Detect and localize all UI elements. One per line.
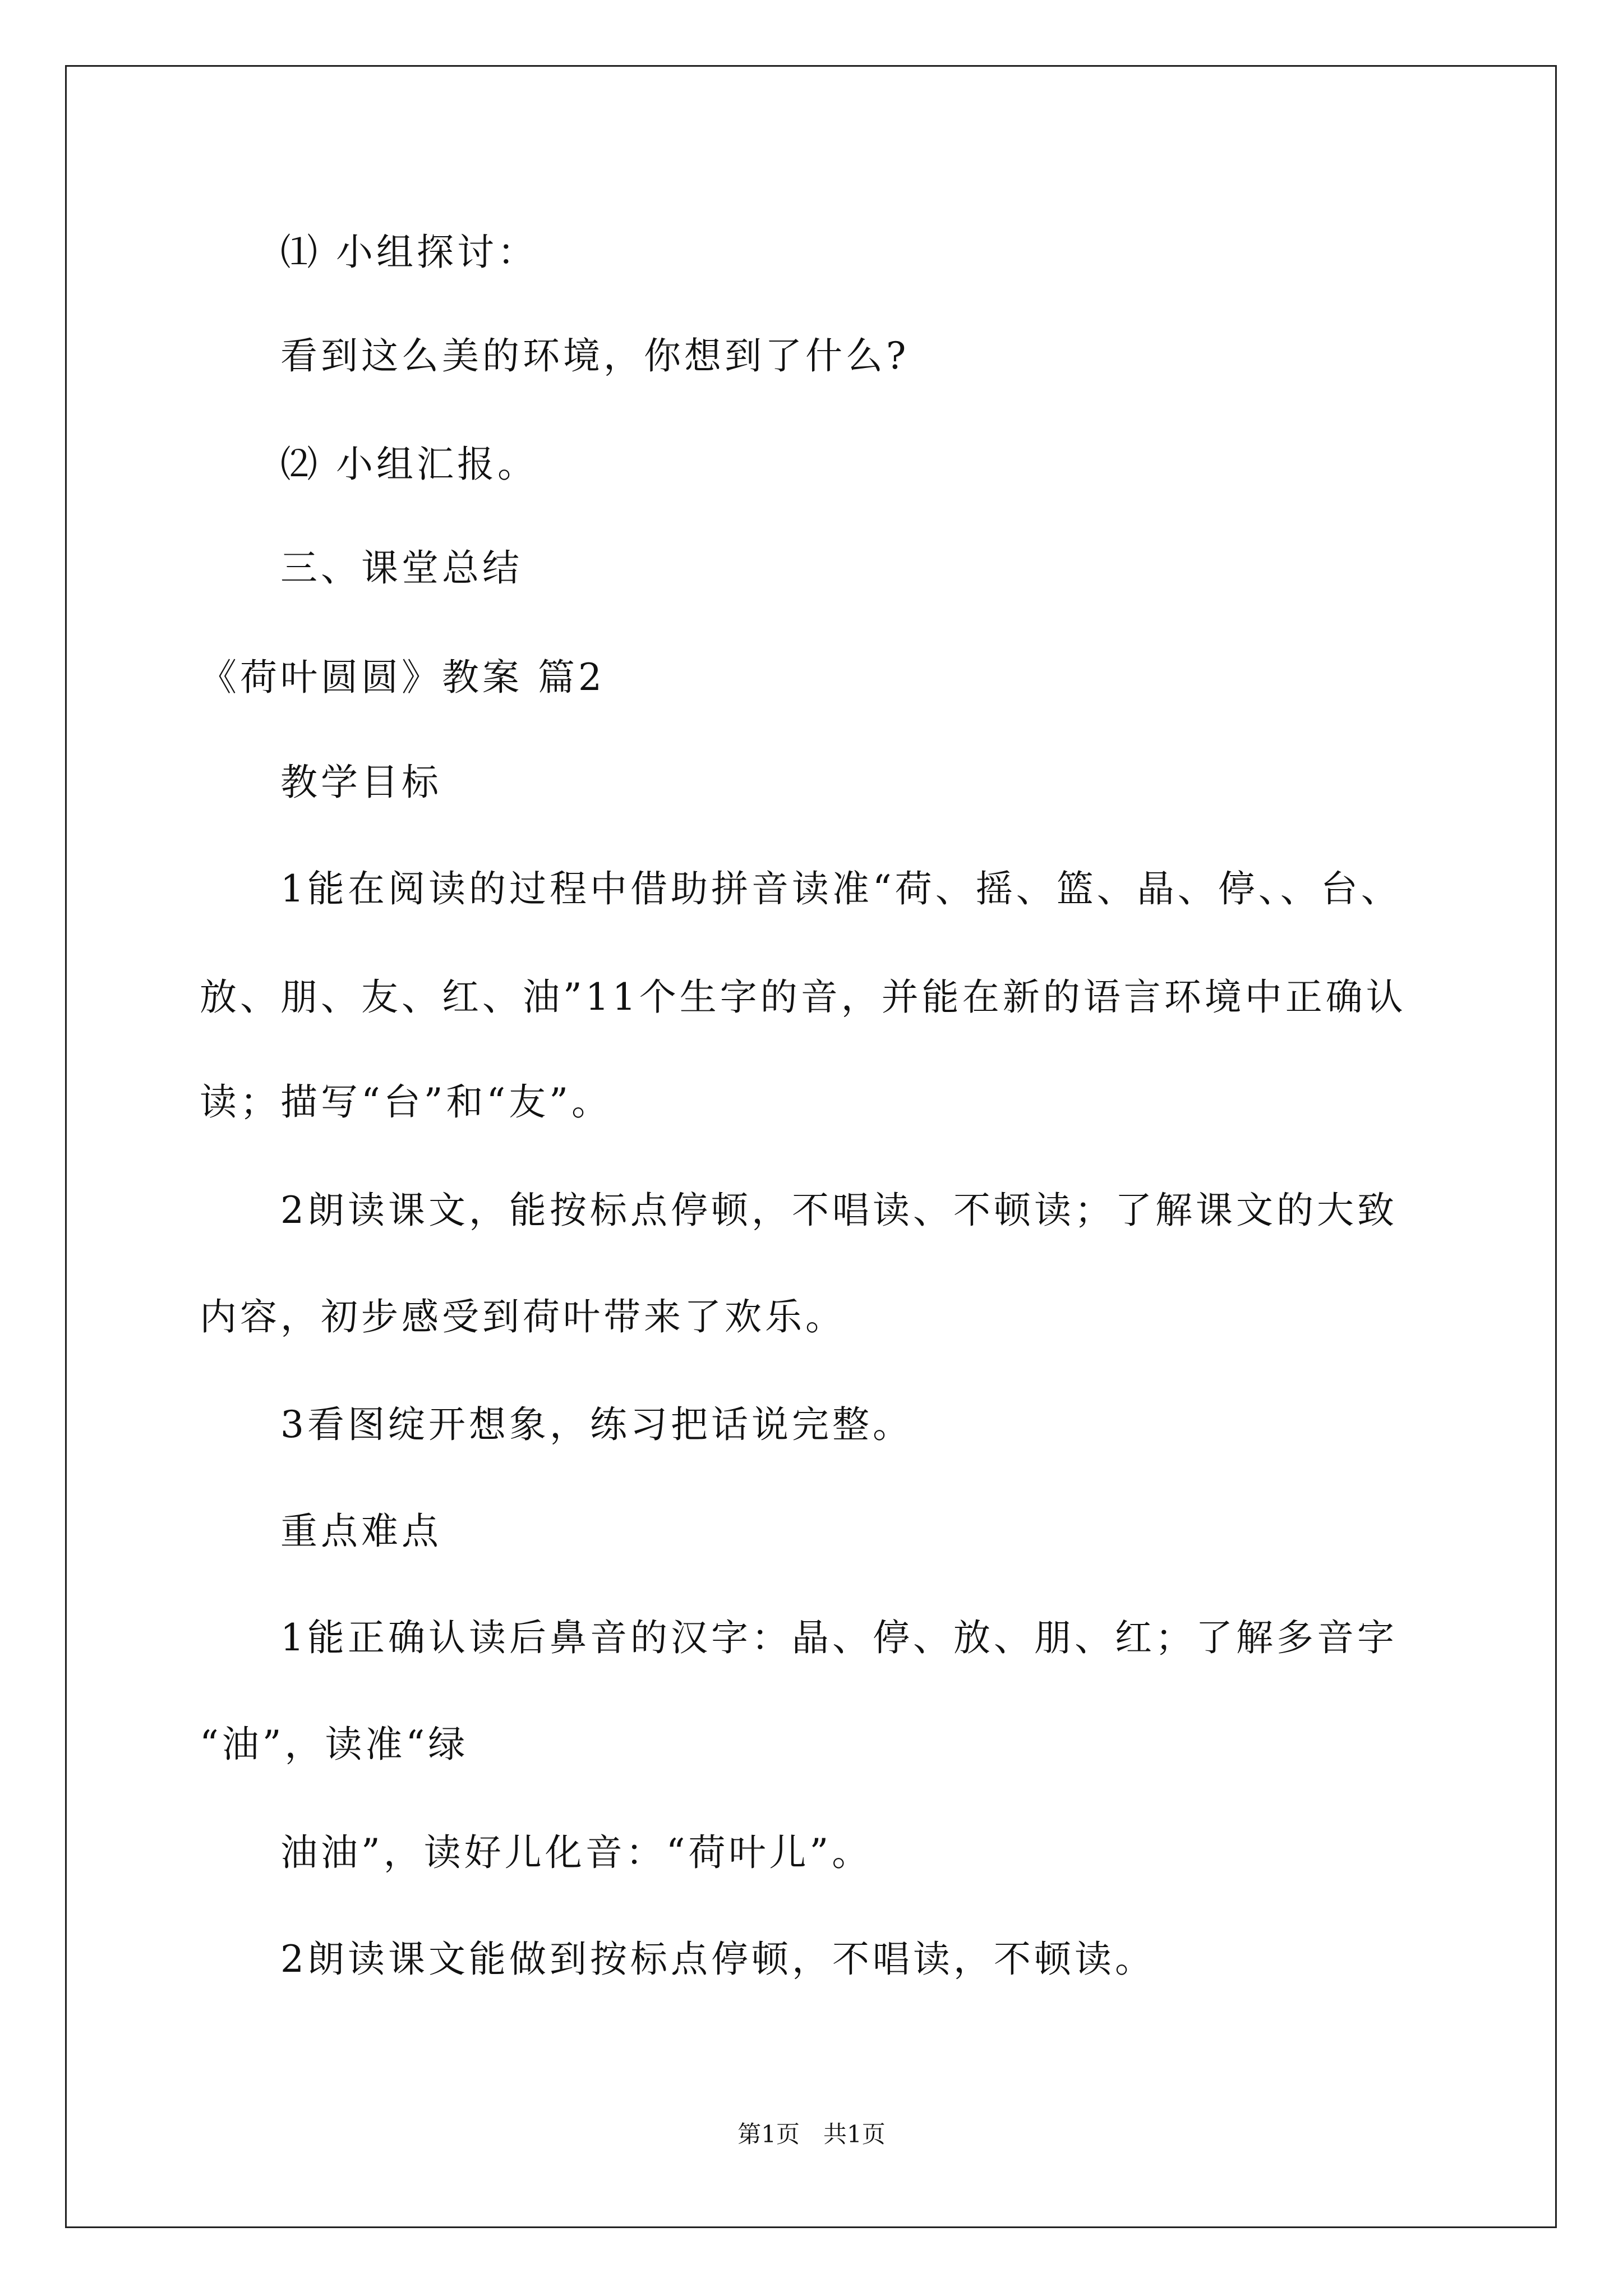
section-heading: 《荷叶圆圆》教案 篇2 xyxy=(200,656,605,699)
text-line: 重点难点 xyxy=(280,1510,442,1553)
text-line: 读；描写“台”和“友”。 xyxy=(200,1080,612,1124)
text-line: 内容，初步感受到荷叶带来了欢乐。 xyxy=(200,1295,846,1338)
text-line: 1能正确认读后鼻音的汉字：晶、停、放、朋、红；了解多音字 xyxy=(280,1616,1398,1659)
text-line: 放、朋、友、红、油”11个生字的音，并能在新的语言环境中正确认 xyxy=(200,976,1407,1019)
text-line: 油油”，读好儿化音：“荷叶儿”。 xyxy=(280,1831,873,1874)
text-line: 2朗读课文能做到按标点停顿，不唱读，不顿读。 xyxy=(280,1938,1155,1981)
text-line: ⑴ 小组探讨： xyxy=(280,231,538,274)
text-line: “油”，读准“绿 xyxy=(200,1723,469,1766)
text-line: 看到这么美的环境，你想到了什么? xyxy=(280,334,910,378)
text-line: 三、课堂总结 xyxy=(280,546,523,590)
text-line: 教学目标 xyxy=(280,761,442,804)
text-line: 1能在阅读的过程中借助拼音读准“荷、摇、篮、晶、停、、台、 xyxy=(280,867,1401,910)
text-line: 3看图绽开想象，练习把话说完整。 xyxy=(280,1403,913,1446)
page-footer: 第1页 共1页 xyxy=(737,2120,886,2148)
text-line: ⑵ 小组汇报。 xyxy=(280,443,538,486)
text-line: 2朗读课文，能按标点停顿，不唱读、不顿读；了解课文的大致 xyxy=(280,1189,1398,1232)
page-border xyxy=(65,65,1557,2228)
